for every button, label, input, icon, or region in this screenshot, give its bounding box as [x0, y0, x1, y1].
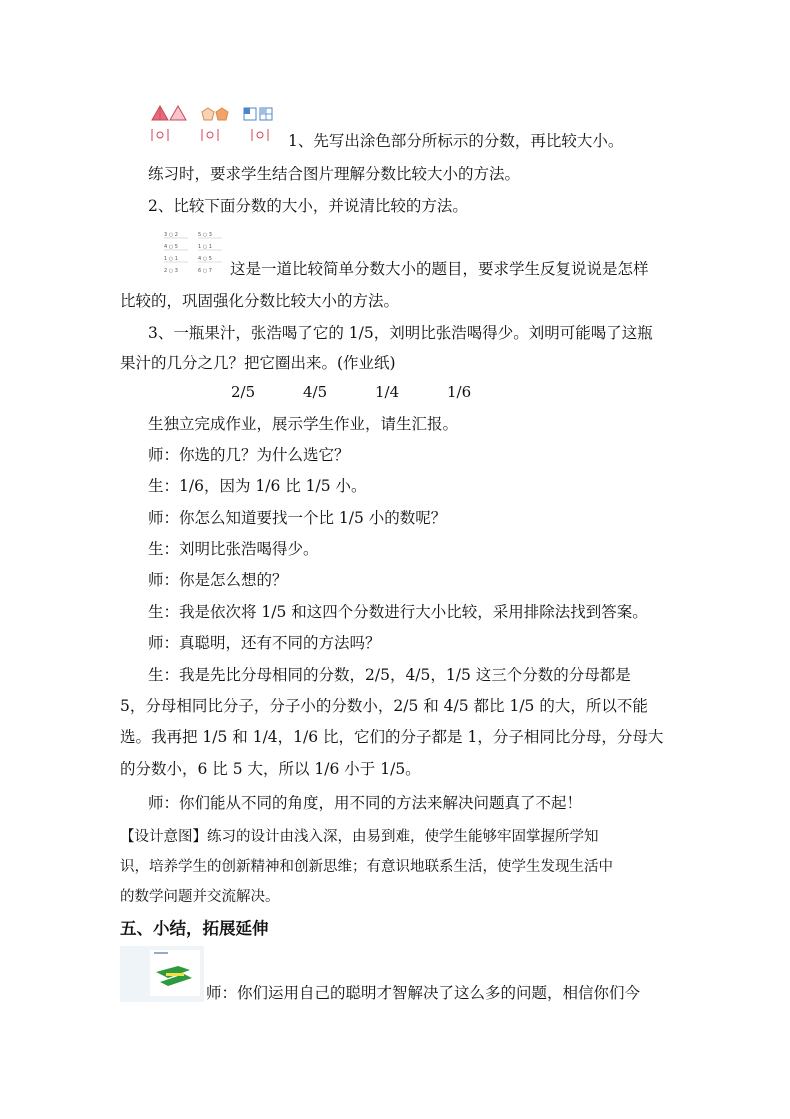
design-intent-c: 的数学问题并交流解决。: [120, 889, 280, 905]
fraction-shapes-figure: [148, 104, 288, 144]
choice-item: 4/5: [303, 383, 328, 401]
compare-marks: [152, 129, 268, 141]
dialogue-line: 师：真聪明，还有不同的方法吗？: [148, 634, 381, 652]
dialogue-line: 师：你怎么知道要找一个比 1/5 小的数呢？: [148, 509, 447, 527]
dialogue-line: 的分数小，6 比 5 大，所以 1/6 小于 1/5。: [120, 760, 421, 778]
dialogue-line: 生独立完成作业，展示学生作业，请生汇报。: [148, 415, 459, 433]
choice-item: 2/5: [231, 383, 256, 401]
svg-text:1 ○ 1: 1 ○ 1: [198, 244, 212, 250]
closing-line: 师：你们运用自己的聪明才智解决了这么多的问题，相信你们今: [206, 984, 641, 1002]
dialogue-line: 选。我再把 1/5 和 1/4，1/6 比，它们的分子都是 1，分子相同比分母，分母大: [120, 728, 664, 746]
dialogue-line: 生：我是依次将 1/5 和这四个分数进行大小比较，采用排除法找到答案。: [148, 603, 648, 621]
triangles-icon: [152, 106, 186, 120]
exercise-2-text: 2、比较下面分数的大小，并说清比较的方法。: [148, 197, 468, 215]
exercise-3-text-b: 果汁的几分之几？把它圈出来。(作业纸): [120, 354, 396, 372]
dialogue-line: 师：你选的几？为什么选它？: [148, 446, 350, 464]
svg-text:2 ○ 3: 2 ○ 3: [164, 268, 178, 274]
dialogue-line: 5，分母相同比分子，分子小的分数小，2/5 和 4/5 都比 1/5 的大，所以不能: [120, 697, 648, 715]
design-intent-a: 【设计意图】练习的设计由浅入深，由易到难，使学生能够牢固掌握所学知: [120, 829, 599, 845]
exercise-1-text: 1、先写出涂色部分所标示的分数，再比较大小。: [288, 132, 624, 150]
dialogue-line: 师：你们能从不同的角度，用不同的方法来解决问题真了不起！: [148, 794, 583, 812]
svg-text:5 ○ 3: 5 ○ 3: [198, 232, 212, 238]
dialogue-line: 生：我是先比分母相同的分数，2/5，4/5，1/5 这三个分数的分母都是: [148, 666, 631, 684]
exercise-2-note-a: 这是一道比较简单分数大小的题目，要求学生反复说说是怎样: [230, 260, 649, 278]
summary-slide-thumbnail: [120, 946, 204, 1002]
exercise-2-note-b: 比较的，巩固强化分数比较大小的方法。: [120, 292, 400, 310]
design-intent-b: 识，培养学生的创新精神和创新思维；有意识地联系生活，使学生发现生活中: [120, 859, 613, 875]
svg-text:4 ○ 5: 4 ○ 5: [164, 244, 178, 250]
section-heading: 五、小结，拓展延伸: [120, 919, 269, 938]
squares-icon: [244, 108, 272, 120]
svg-text:4 ○ 5: 4 ○ 5: [198, 256, 212, 262]
svg-text:3 ○ 2: 3 ○ 2: [164, 232, 178, 238]
exercise-3-text-a: 3、一瓶果汁，张浩喝了它的 1/5，刘明比张浩喝得少。刘明可能喝了这瓶: [148, 324, 653, 342]
choice-item: 1/4: [375, 383, 400, 401]
dialogue-line: 生：刘明比张浩喝得少。: [148, 540, 319, 558]
dialogue-line: 师：你是怎么想的？: [148, 571, 288, 589]
exercise-1-note: 练习时，要求学生结合图片理解分数比较大小的方法。: [148, 165, 521, 183]
svg-text:6 ○ 7: 6 ○ 7: [198, 268, 212, 274]
dialogue-line: 生：1/6，因为 1/6 比 1/5 小。: [148, 477, 367, 495]
choice-item: 1/6: [447, 383, 472, 401]
svg-text:1 ○ 1: 1 ○ 1: [164, 256, 178, 262]
pentagons-icon: [202, 108, 228, 120]
fraction-compare-figure: [162, 228, 228, 274]
